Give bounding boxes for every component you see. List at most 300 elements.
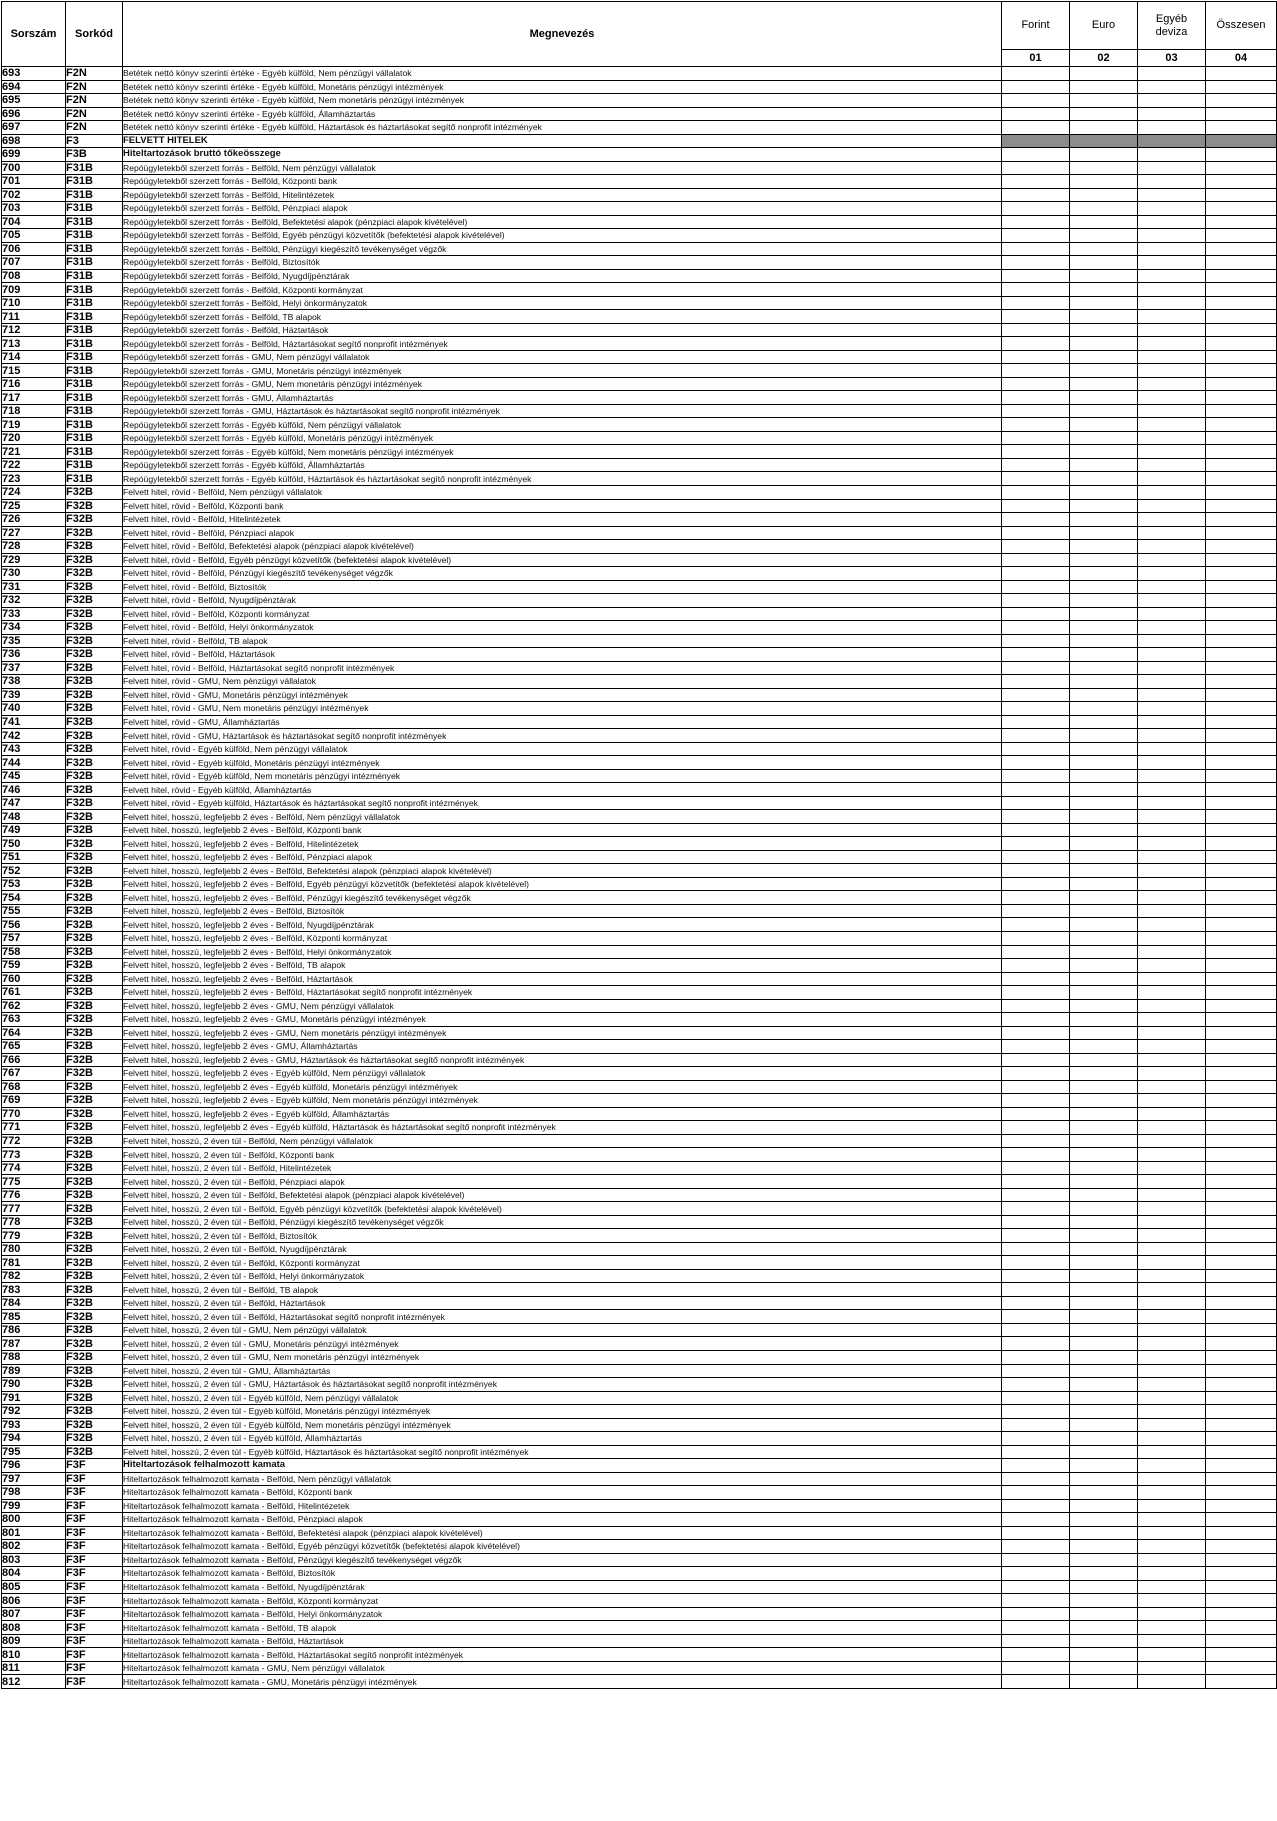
value-cell-osszesen[interactable] [1206,986,1277,1000]
value-cell-osszesen[interactable] [1206,1513,1277,1527]
value-cell-euro[interactable] [1070,891,1138,905]
value-cell-forint[interactable] [1002,472,1070,486]
value-cell-euro[interactable] [1070,1553,1138,1567]
value-cell-forint[interactable] [1002,1540,1070,1554]
value-cell-osszesen[interactable] [1206,1621,1277,1635]
value-cell-osszesen[interactable] [1206,1661,1277,1675]
value-cell-forint[interactable] [1002,80,1070,94]
value-cell-osszesen[interactable] [1206,1148,1277,1162]
value-cell-forint[interactable] [1002,594,1070,608]
value-cell-egyeb-deviza[interactable] [1138,837,1206,851]
value-cell-egyeb-deviza[interactable] [1138,1121,1206,1135]
value-cell-forint[interactable] [1002,986,1070,1000]
value-cell-forint[interactable] [1002,580,1070,594]
value-cell-egyeb-deviza[interactable] [1138,161,1206,175]
value-cell-osszesen[interactable] [1206,148,1277,162]
value-cell-forint[interactable] [1002,553,1070,567]
value-cell-egyeb-deviza[interactable] [1138,1148,1206,1162]
value-cell-forint[interactable] [1002,877,1070,891]
value-cell-egyeb-deviza[interactable] [1138,513,1206,527]
value-cell-forint[interactable] [1002,540,1070,554]
value-cell-euro[interactable] [1070,1215,1138,1229]
value-cell-euro[interactable] [1070,1405,1138,1419]
value-cell-egyeb-deviza[interactable] [1138,269,1206,283]
value-cell-osszesen[interactable] [1206,391,1277,405]
value-cell-egyeb-deviza[interactable] [1138,1486,1206,1500]
value-cell-euro[interactable] [1070,607,1138,621]
value-cell-egyeb-deviza[interactable] [1138,283,1206,297]
value-cell-osszesen[interactable] [1206,1256,1277,1270]
value-cell-osszesen[interactable] [1206,661,1277,675]
value-cell-forint[interactable] [1002,918,1070,932]
value-cell-osszesen[interactable] [1206,1553,1277,1567]
value-cell-osszesen[interactable] [1206,796,1277,810]
value-cell-euro[interactable] [1070,1350,1138,1364]
value-cell-euro[interactable] [1070,107,1138,121]
value-cell-forint[interactable] [1002,121,1070,135]
value-cell-euro[interactable] [1070,661,1138,675]
value-cell-egyeb-deviza[interactable] [1138,364,1206,378]
value-cell-euro[interactable] [1070,1080,1138,1094]
value-cell-euro[interactable] [1070,485,1138,499]
value-cell-osszesen[interactable] [1206,729,1277,743]
value-cell-egyeb-deviza[interactable] [1138,864,1206,878]
value-cell-osszesen[interactable] [1206,1242,1277,1256]
value-cell-egyeb-deviza[interactable] [1138,485,1206,499]
value-cell-forint[interactable] [1002,337,1070,351]
value-cell-osszesen[interactable] [1206,485,1277,499]
value-cell-egyeb-deviza[interactable] [1138,634,1206,648]
value-cell-osszesen[interactable] [1206,107,1277,121]
value-cell-forint[interactable] [1002,702,1070,716]
value-cell-euro[interactable] [1070,837,1138,851]
value-cell-forint[interactable] [1002,1594,1070,1608]
value-cell-euro[interactable] [1070,513,1138,527]
value-cell-forint[interactable] [1002,904,1070,918]
value-cell-egyeb-deviza[interactable] [1138,1648,1206,1662]
value-cell-egyeb-deviza[interactable] [1138,742,1206,756]
value-cell-osszesen[interactable] [1206,445,1277,459]
value-cell-forint[interactable] [1002,1675,1070,1689]
value-cell-osszesen[interactable] [1206,1607,1277,1621]
value-cell-euro[interactable] [1070,377,1138,391]
value-cell-euro[interactable] [1070,742,1138,756]
value-cell-euro[interactable] [1070,675,1138,689]
value-cell-egyeb-deviza[interactable] [1138,350,1206,364]
value-cell-forint[interactable] [1002,1026,1070,1040]
value-cell-osszesen[interactable] [1206,1391,1277,1405]
value-cell-euro[interactable] [1070,1648,1138,1662]
value-cell-egyeb-deviza[interactable] [1138,215,1206,229]
value-cell-forint[interactable] [1002,242,1070,256]
value-cell-forint[interactable] [1002,810,1070,824]
value-cell-forint[interactable] [1002,1391,1070,1405]
value-cell-forint[interactable] [1002,1202,1070,1216]
value-cell-forint[interactable] [1002,148,1070,162]
value-cell-euro[interactable] [1070,1188,1138,1202]
value-cell-euro[interactable] [1070,445,1138,459]
value-cell-euro[interactable] [1070,1364,1138,1378]
value-cell-egyeb-deviza[interactable] [1138,1567,1206,1581]
value-cell-forint[interactable] [1002,1229,1070,1243]
value-cell-forint[interactable] [1002,418,1070,432]
value-cell-euro[interactable] [1070,215,1138,229]
value-cell-osszesen[interactable] [1206,1675,1277,1689]
value-cell-osszesen[interactable] [1206,80,1277,94]
value-cell-osszesen[interactable] [1206,1229,1277,1243]
value-cell-euro[interactable] [1070,283,1138,297]
value-cell-osszesen[interactable] [1206,323,1277,337]
value-cell-forint[interactable] [1002,188,1070,202]
value-cell-euro[interactable] [1070,364,1138,378]
value-cell-euro[interactable] [1070,94,1138,108]
value-cell-egyeb-deviza[interactable] [1138,1229,1206,1243]
value-cell-euro[interactable] [1070,567,1138,581]
value-cell-forint[interactable] [1002,959,1070,973]
value-cell-osszesen[interactable] [1206,1188,1277,1202]
value-cell-egyeb-deviza[interactable] [1138,242,1206,256]
value-cell-forint[interactable] [1002,323,1070,337]
value-cell-euro[interactable] [1070,526,1138,540]
value-cell-egyeb-deviza[interactable] [1138,445,1206,459]
value-cell-euro[interactable] [1070,1296,1138,1310]
value-cell-egyeb-deviza[interactable] [1138,756,1206,770]
value-cell-egyeb-deviza[interactable] [1138,1242,1206,1256]
value-cell-egyeb-deviza[interactable] [1138,472,1206,486]
value-cell-euro[interactable] [1070,877,1138,891]
value-cell-egyeb-deviza[interactable] [1138,999,1206,1013]
value-cell-osszesen[interactable] [1206,1080,1277,1094]
value-cell-osszesen[interactable] [1206,823,1277,837]
value-cell-forint[interactable] [1002,391,1070,405]
value-cell-forint[interactable] [1002,1310,1070,1324]
value-cell-egyeb-deviza[interactable] [1138,404,1206,418]
value-cell-osszesen[interactable] [1206,1594,1277,1608]
value-cell-euro[interactable] [1070,932,1138,946]
value-cell-euro[interactable] [1070,540,1138,554]
value-cell-forint[interactable] [1002,945,1070,959]
value-cell-euro[interactable] [1070,472,1138,486]
value-cell-euro[interactable] [1070,1378,1138,1392]
value-cell-euro[interactable] [1070,621,1138,635]
value-cell-egyeb-deviza[interactable] [1138,94,1206,108]
value-cell-egyeb-deviza[interactable] [1138,1161,1206,1175]
value-cell-egyeb-deviza[interactable] [1138,540,1206,554]
value-cell-osszesen[interactable] [1206,972,1277,986]
value-cell-euro[interactable] [1070,350,1138,364]
value-cell-osszesen[interactable] [1206,1378,1277,1392]
value-cell-osszesen[interactable] [1206,1350,1277,1364]
value-cell-forint[interactable] [1002,1378,1070,1392]
value-cell-euro[interactable] [1070,823,1138,837]
value-cell-egyeb-deviza[interactable] [1138,202,1206,216]
value-cell-osszesen[interactable] [1206,202,1277,216]
value-cell-forint[interactable] [1002,1121,1070,1135]
value-cell-osszesen[interactable] [1206,1364,1277,1378]
value-cell-euro[interactable] [1070,945,1138,959]
value-cell-osszesen[interactable] [1206,580,1277,594]
value-cell-egyeb-deviza[interactable] [1138,526,1206,540]
value-cell-euro[interactable] [1070,202,1138,216]
value-cell-egyeb-deviza[interactable] [1138,1634,1206,1648]
value-cell-forint[interactable] [1002,607,1070,621]
value-cell-egyeb-deviza[interactable] [1138,1296,1206,1310]
value-cell-euro[interactable] [1070,1445,1138,1459]
value-cell-osszesen[interactable] [1206,675,1277,689]
value-cell-forint[interactable] [1002,823,1070,837]
value-cell-euro[interactable] [1070,1310,1138,1324]
value-cell-egyeb-deviza[interactable] [1138,1269,1206,1283]
value-cell-egyeb-deviza[interactable] [1138,945,1206,959]
value-cell-euro[interactable] [1070,1459,1138,1473]
value-cell-forint[interactable] [1002,648,1070,662]
value-cell-euro[interactable] [1070,1283,1138,1297]
value-cell-osszesen[interactable] [1206,1580,1277,1594]
value-cell-osszesen[interactable] [1206,594,1277,608]
value-cell-euro[interactable] [1070,918,1138,932]
value-cell-osszesen[interactable] [1206,850,1277,864]
value-cell-egyeb-deviza[interactable] [1138,702,1206,716]
value-cell-osszesen[interactable] [1206,67,1277,81]
value-cell-forint[interactable] [1002,377,1070,391]
value-cell-euro[interactable] [1070,634,1138,648]
value-cell-euro[interactable] [1070,269,1138,283]
value-cell-egyeb-deviza[interactable] [1138,431,1206,445]
value-cell-forint[interactable] [1002,1094,1070,1108]
value-cell-euro[interactable] [1070,1256,1138,1270]
value-cell-forint[interactable] [1002,729,1070,743]
value-cell-egyeb-deviza[interactable] [1138,688,1206,702]
value-cell-osszesen[interactable] [1206,999,1277,1013]
value-cell-forint[interactable] [1002,269,1070,283]
value-cell-osszesen[interactable] [1206,1310,1277,1324]
value-cell-osszesen[interactable] [1206,1121,1277,1135]
value-cell-osszesen[interactable] [1206,945,1277,959]
value-cell-forint[interactable] [1002,202,1070,216]
value-cell-egyeb-deviza[interactable] [1138,1418,1206,1432]
value-cell-egyeb-deviza[interactable] [1138,310,1206,324]
value-cell-euro[interactable] [1070,756,1138,770]
value-cell-euro[interactable] [1070,729,1138,743]
value-cell-forint[interactable] [1002,634,1070,648]
value-cell-osszesen[interactable] [1206,1432,1277,1446]
value-cell-forint[interactable] [1002,1472,1070,1486]
value-cell-euro[interactable] [1070,1540,1138,1554]
value-cell-egyeb-deviza[interactable] [1138,567,1206,581]
value-cell-osszesen[interactable] [1206,1215,1277,1229]
value-cell-egyeb-deviza[interactable] [1138,986,1206,1000]
value-cell-osszesen[interactable] [1206,918,1277,932]
value-cell-forint[interactable] [1002,1256,1070,1270]
value-cell-forint[interactable] [1002,67,1070,81]
value-cell-forint[interactable] [1002,107,1070,121]
value-cell-egyeb-deviza[interactable] [1138,1675,1206,1689]
value-cell-osszesen[interactable] [1206,229,1277,243]
value-cell-egyeb-deviza[interactable] [1138,1094,1206,1108]
value-cell-euro[interactable] [1070,580,1138,594]
value-cell-osszesen[interactable] [1206,161,1277,175]
value-cell-euro[interactable] [1070,1675,1138,1689]
value-cell-forint[interactable] [1002,1661,1070,1675]
value-cell-osszesen[interactable] [1206,932,1277,946]
value-cell-osszesen[interactable] [1206,364,1277,378]
value-cell-osszesen[interactable] [1206,350,1277,364]
value-cell-euro[interactable] [1070,418,1138,432]
value-cell-euro[interactable] [1070,1486,1138,1500]
value-cell-egyeb-deviza[interactable] [1138,607,1206,621]
value-cell-osszesen[interactable] [1206,1472,1277,1486]
value-cell-osszesen[interactable] [1206,1634,1277,1648]
value-cell-osszesen[interactable] [1206,1418,1277,1432]
value-cell-egyeb-deviza[interactable] [1138,377,1206,391]
value-cell-euro[interactable] [1070,959,1138,973]
value-cell-euro[interactable] [1070,229,1138,243]
value-cell-egyeb-deviza[interactable] [1138,661,1206,675]
value-cell-osszesen[interactable] [1206,904,1277,918]
value-cell-egyeb-deviza[interactable] [1138,499,1206,513]
value-cell-euro[interactable] [1070,783,1138,797]
value-cell-euro[interactable] [1070,1067,1138,1081]
value-cell-egyeb-deviza[interactable] [1138,1134,1206,1148]
value-cell-egyeb-deviza[interactable] [1138,621,1206,635]
value-cell-forint[interactable] [1002,796,1070,810]
value-cell-euro[interactable] [1070,796,1138,810]
value-cell-forint[interactable] [1002,999,1070,1013]
value-cell-egyeb-deviza[interactable] [1138,1405,1206,1419]
value-cell-euro[interactable] [1070,1013,1138,1027]
value-cell-forint[interactable] [1002,1459,1070,1473]
value-cell-osszesen[interactable] [1206,1026,1277,1040]
value-cell-euro[interactable] [1070,1499,1138,1513]
value-cell-egyeb-deviza[interactable] [1138,1283,1206,1297]
value-cell-forint[interactable] [1002,756,1070,770]
value-cell-egyeb-deviza[interactable] [1138,1513,1206,1527]
value-cell-osszesen[interactable] [1206,310,1277,324]
value-cell-osszesen[interactable] [1206,702,1277,716]
value-cell-forint[interactable] [1002,513,1070,527]
value-cell-forint[interactable] [1002,1296,1070,1310]
value-cell-euro[interactable] [1070,1175,1138,1189]
value-cell-forint[interactable] [1002,458,1070,472]
value-cell-osszesen[interactable] [1206,1283,1277,1297]
value-cell-euro[interactable] [1070,67,1138,81]
value-cell-forint[interactable] [1002,175,1070,189]
value-cell-forint[interactable] [1002,661,1070,675]
value-cell-osszesen[interactable] [1206,769,1277,783]
value-cell-egyeb-deviza[interactable] [1138,823,1206,837]
value-cell-euro[interactable] [1070,1594,1138,1608]
value-cell-forint[interactable] [1002,742,1070,756]
value-cell-euro[interactable] [1070,1094,1138,1108]
value-cell-egyeb-deviza[interactable] [1138,850,1206,864]
value-cell-osszesen[interactable] [1206,1648,1277,1662]
value-cell-euro[interactable] [1070,80,1138,94]
value-cell-egyeb-deviza[interactable] [1138,1432,1206,1446]
value-cell-euro[interactable] [1070,1161,1138,1175]
value-cell-osszesen[interactable] [1206,1094,1277,1108]
value-cell-forint[interactable] [1002,1526,1070,1540]
value-cell-forint[interactable] [1002,675,1070,689]
value-cell-euro[interactable] [1070,242,1138,256]
value-cell-euro[interactable] [1070,431,1138,445]
value-cell-euro[interactable] [1070,1337,1138,1351]
value-cell-egyeb-deviza[interactable] [1138,1364,1206,1378]
value-cell-osszesen[interactable] [1206,1296,1277,1310]
value-cell-euro[interactable] [1070,1621,1138,1635]
value-cell-euro[interactable] [1070,702,1138,716]
value-cell-osszesen[interactable] [1206,715,1277,729]
value-cell-egyeb-deviza[interactable] [1138,67,1206,81]
value-cell-forint[interactable] [1002,296,1070,310]
value-cell-forint[interactable] [1002,1161,1070,1175]
value-cell-egyeb-deviza[interactable] [1138,1080,1206,1094]
value-cell-egyeb-deviza[interactable] [1138,1594,1206,1608]
value-cell-osszesen[interactable] [1206,1161,1277,1175]
value-cell-osszesen[interactable] [1206,215,1277,229]
value-cell-osszesen[interactable] [1206,891,1277,905]
value-cell-osszesen[interactable] [1206,499,1277,513]
value-cell-forint[interactable] [1002,1553,1070,1567]
value-cell-egyeb-deviza[interactable] [1138,188,1206,202]
value-cell-osszesen[interactable] [1206,269,1277,283]
value-cell-euro[interactable] [1070,256,1138,270]
value-cell-egyeb-deviza[interactable] [1138,458,1206,472]
value-cell-forint[interactable] [1002,891,1070,905]
value-cell-osszesen[interactable] [1206,175,1277,189]
value-cell-euro[interactable] [1070,986,1138,1000]
value-cell-osszesen[interactable] [1206,1405,1277,1419]
value-cell-euro[interactable] [1070,1391,1138,1405]
value-cell-forint[interactable] [1002,1040,1070,1054]
value-cell-euro[interactable] [1070,161,1138,175]
value-cell-egyeb-deviza[interactable] [1138,418,1206,432]
value-cell-euro[interactable] [1070,391,1138,405]
value-cell-forint[interactable] [1002,499,1070,513]
value-cell-egyeb-deviza[interactable] [1138,1310,1206,1324]
value-cell-forint[interactable] [1002,688,1070,702]
value-cell-euro[interactable] [1070,553,1138,567]
value-cell-egyeb-deviza[interactable] [1138,1459,1206,1473]
value-cell-osszesen[interactable] [1206,1486,1277,1500]
value-cell-forint[interactable] [1002,1405,1070,1419]
value-cell-egyeb-deviza[interactable] [1138,1526,1206,1540]
value-cell-forint[interactable] [1002,526,1070,540]
value-cell-osszesen[interactable] [1206,1459,1277,1473]
value-cell-forint[interactable] [1002,783,1070,797]
value-cell-forint[interactable] [1002,256,1070,270]
value-cell-euro[interactable] [1070,1269,1138,1283]
value-cell-osszesen[interactable] [1206,1337,1277,1351]
value-cell-euro[interactable] [1070,1607,1138,1621]
value-cell-egyeb-deviza[interactable] [1138,296,1206,310]
value-cell-osszesen[interactable] [1206,1269,1277,1283]
value-cell-osszesen[interactable] [1206,94,1277,108]
value-cell-osszesen[interactable] [1206,756,1277,770]
value-cell-forint[interactable] [1002,1242,1070,1256]
value-cell-egyeb-deviza[interactable] [1138,1215,1206,1229]
value-cell-forint[interactable] [1002,1567,1070,1581]
value-cell-forint[interactable] [1002,1350,1070,1364]
value-cell-egyeb-deviza[interactable] [1138,337,1206,351]
value-cell-egyeb-deviza[interactable] [1138,1026,1206,1040]
value-cell-forint[interactable] [1002,1337,1070,1351]
value-cell-forint[interactable] [1002,1418,1070,1432]
value-cell-forint[interactable] [1002,1621,1070,1635]
value-cell-euro[interactable] [1070,1121,1138,1135]
value-cell-egyeb-deviza[interactable] [1138,148,1206,162]
value-cell-egyeb-deviza[interactable] [1138,1661,1206,1675]
value-cell-forint[interactable] [1002,864,1070,878]
